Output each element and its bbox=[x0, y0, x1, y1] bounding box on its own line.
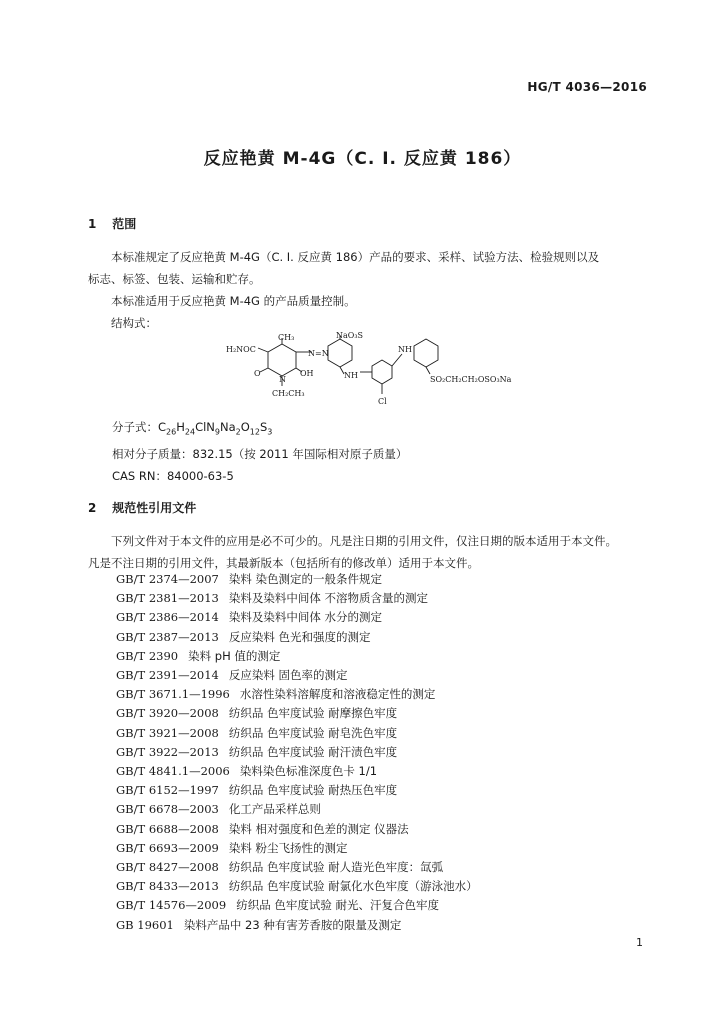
reference-row bbox=[116, 858, 478, 877]
formula-o-count: 12 bbox=[249, 427, 260, 437]
reference-title: 染料 pH 值的测定 bbox=[188, 648, 281, 663]
references-intro-line1: 下列文件对于本文件的应用是必不可少的。凡是注日期的引用文件，仅注日期的版本适用于本文件。 bbox=[111, 534, 617, 548]
reference-title: 染料 染色测定的一般条件规定 bbox=[228, 572, 383, 586]
reference-title: 纺织品 色牢度试验 耐摩擦色牢度 bbox=[228, 706, 398, 721]
reference-row bbox=[116, 877, 478, 896]
label-n: N bbox=[279, 375, 286, 384]
scope-paragraph-line2: 标志、标签、包装、运输和贮存。 bbox=[88, 272, 261, 286]
reference-code: GB/T 8433—2013 bbox=[116, 879, 219, 894]
formula-s: S bbox=[259, 420, 268, 434]
reference-row bbox=[116, 685, 478, 704]
molecular-mass: 相对分子质量：832.15（按 2011 年国际相对原子质量） bbox=[112, 447, 408, 462]
label-oh: OH bbox=[300, 369, 314, 378]
label-o: O bbox=[254, 369, 261, 378]
label-side-chain: SO₂CH₂CH₂OSO₃Na bbox=[430, 375, 512, 384]
label-nh-1: NH bbox=[344, 371, 358, 380]
reference-code: GB/T 3920—2008 bbox=[116, 706, 219, 721]
formula-na-count: 2 bbox=[235, 427, 241, 437]
label-cl: Cl bbox=[378, 397, 387, 406]
formula-c-count: 26 bbox=[166, 427, 177, 437]
cas-number: CAS RN：84000-63-5 bbox=[112, 469, 234, 484]
references-list bbox=[116, 570, 478, 935]
formula-c: C bbox=[158, 420, 167, 434]
reference-title: 染料及染料中间体 不溶物质含量的测定 bbox=[228, 591, 429, 606]
section-2-heading bbox=[88, 499, 196, 516]
section-1-body bbox=[88, 246, 648, 334]
reference-code: GB/T 3922—2013 bbox=[116, 744, 219, 759]
molecular-formula bbox=[112, 416, 407, 443]
reference-title: 染料染色标准深度色卡 1/1 bbox=[239, 764, 378, 779]
scope-paragraph-line1: 本标准规定了反应艳黄 M-4G（C. I. 反应黄 186）产品的要求、采样、试验方法、检验规则以及 bbox=[111, 250, 600, 264]
reference-code: GB/T 14576—2009 bbox=[116, 898, 227, 913]
formula-label: 分子式： bbox=[112, 420, 158, 434]
reference-row bbox=[116, 781, 478, 800]
reference-title: 染料 相对强度和色差的测定 仪器法 bbox=[228, 821, 409, 836]
reference-row bbox=[116, 896, 478, 915]
reference-code: GB/T 4841.1—2006 bbox=[116, 764, 230, 779]
structural-formula-drawing bbox=[226, 332, 526, 414]
reference-title: 水溶性染料溶解度和溶液稳定性的测定 bbox=[239, 687, 436, 702]
reference-code: GB/T 2381—2013 bbox=[116, 591, 219, 606]
structural-formula bbox=[226, 332, 526, 414]
reference-code: GB/T 2386—2014 bbox=[116, 610, 219, 625]
label-nh-2: NH bbox=[398, 345, 412, 354]
standard-code: HG/T 4036—2016 bbox=[527, 80, 647, 94]
reference-row bbox=[116, 570, 478, 589]
reference-code: GB 19601 bbox=[116, 917, 174, 932]
document-title: 反应艳黄 M-4G（C. I. 反应黄 186） bbox=[203, 149, 522, 169]
reference-row bbox=[116, 800, 478, 819]
formula-cln: ClN bbox=[195, 420, 215, 434]
reference-title: 染料 粉尘飞扬性的测定 bbox=[228, 840, 348, 855]
reference-title: 染料产品中 23 种有害芳香胺的限量及测定 bbox=[183, 917, 402, 932]
reference-row bbox=[116, 839, 478, 858]
reference-row bbox=[116, 608, 478, 627]
reference-row bbox=[116, 762, 478, 781]
reference-title: 纺织品 色牢度试验 耐光、汗复合色牢度 bbox=[236, 898, 440, 913]
reference-title: 反应染料 色光和强度的测定 bbox=[228, 629, 371, 644]
formula-n-count: 9 bbox=[214, 427, 220, 437]
reference-code: GB/T 6678—2003 bbox=[116, 802, 219, 817]
reference-code: GB/T 3921—2008 bbox=[116, 725, 219, 740]
reference-row bbox=[116, 647, 478, 666]
page-number: 1 bbox=[636, 936, 643, 949]
reference-code: GB/T 6152—1997 bbox=[116, 783, 219, 798]
formula-na: Na bbox=[219, 420, 236, 434]
section-2-title: 规范性引用文件 bbox=[112, 501, 197, 515]
formula-s-count: 3 bbox=[267, 427, 273, 437]
section-1-title: 范围 bbox=[112, 217, 137, 231]
reference-code: GB/T 3671.1—1996 bbox=[116, 687, 230, 702]
reference-row bbox=[116, 589, 478, 608]
reference-code: GB/T 6693—2009 bbox=[116, 840, 219, 855]
section-1-heading bbox=[88, 215, 136, 232]
reference-code: GB/T 6688—2008 bbox=[116, 821, 219, 836]
formula-h: H bbox=[176, 420, 185, 434]
label-azo: N=N bbox=[308, 349, 329, 358]
section-1-number: 1 bbox=[88, 217, 97, 231]
section-2-intro bbox=[88, 530, 648, 574]
reference-row bbox=[116, 666, 478, 685]
reference-title: 纺织品 色牢度试验 耐氯化水色牢度（游泳池水） bbox=[228, 879, 478, 894]
label-naso3: NaO₃S bbox=[336, 332, 364, 340]
reference-title: 纺织品 色牢度试验 耐汗渍色牢度 bbox=[228, 744, 398, 759]
reference-code: GB/T 2387—2013 bbox=[116, 629, 219, 644]
chemical-info bbox=[112, 416, 407, 487]
scope-applicability: 本标准适用于反应艳黄 M-4G 的产品质量控制。 bbox=[111, 294, 356, 308]
reference-title: 化工产品采样总则 bbox=[228, 802, 321, 817]
reference-title: 反应染料 固色率的测定 bbox=[228, 668, 348, 683]
reference-title: 纺织品 色牢度试验 耐人造光色牢度：氙弧 bbox=[228, 860, 444, 875]
label-ch2ch3: CH₂CH₃ bbox=[272, 389, 305, 398]
reference-row bbox=[116, 704, 478, 723]
references-intro-line2: 凡是不注日期的引用文件，其最新版本（包括所有的修改单）适用于本文件。 bbox=[88, 556, 479, 570]
label-ch3: CH₃ bbox=[278, 333, 295, 342]
reference-title: 纺织品 色牢度试验 耐热压色牢度 bbox=[228, 783, 398, 798]
reference-code: GB/T 8427—2008 bbox=[116, 860, 219, 875]
reference-row bbox=[116, 628, 478, 647]
reference-code: GB/T 2390 bbox=[116, 648, 179, 663]
section-2-number: 2 bbox=[88, 501, 97, 515]
reference-row bbox=[116, 724, 478, 743]
reference-row bbox=[116, 743, 478, 762]
formula-o: O bbox=[240, 420, 250, 434]
formula-h-count: 24 bbox=[184, 427, 196, 437]
reference-title: 染料及染料中间体 水分的测定 bbox=[228, 610, 383, 625]
structure-label: 结构式： bbox=[111, 316, 157, 330]
reference-title: 纺织品 色牢度试验 耐皂洗色牢度 bbox=[228, 725, 398, 740]
reference-code: GB/T 2374—2007 bbox=[116, 572, 219, 586]
reference-code: GB/T 2391—2014 bbox=[116, 668, 219, 683]
reference-row bbox=[116, 916, 478, 935]
label-h2noc: H₂NOC bbox=[226, 345, 256, 354]
reference-row bbox=[116, 820, 478, 839]
